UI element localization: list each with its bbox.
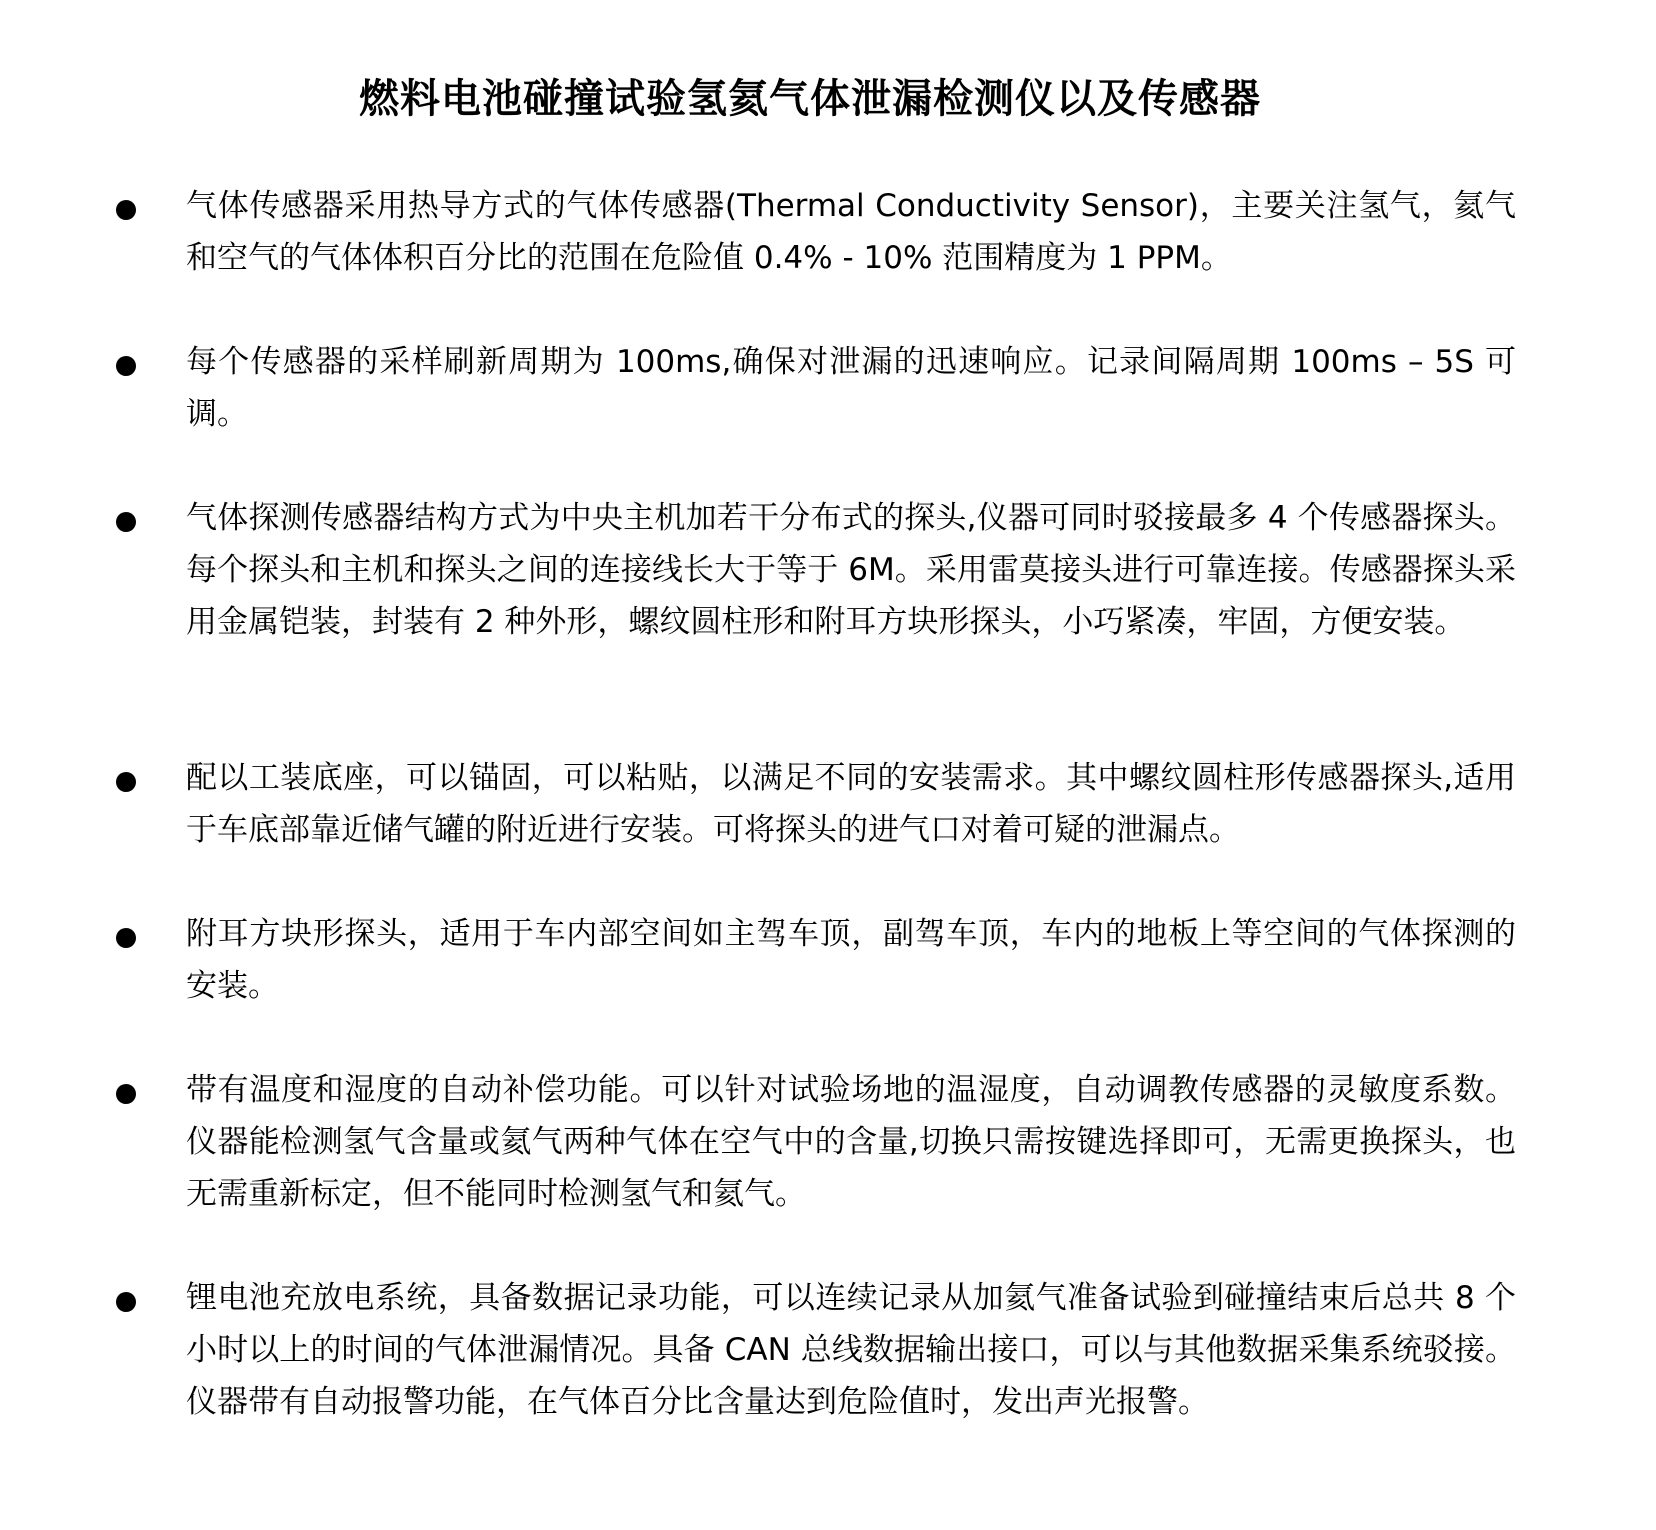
bullet-dot-icon [116, 200, 136, 220]
list-item-text: 配以工装底座，可以锚固，可以粘贴，以满足不同的安装需求。其中螺纹圆柱形传感器探头,适用于车底部靠近储气罐的附近进行安装。可将探头的进气口对着可疑的泄漏点。 [186, 760, 1516, 848]
list-item-text: 带有温度和湿度的自动补偿功能。可以针对试验场地的温湿度，自动调教传感器的灵敏度系数。仪器能检测氢气含量或氦气两种气体在空气中的含量,切换只需按键选择即可，无需更换探头，也无需重新标定，但不能同时检测氢气和氦气。 [186, 1072, 1516, 1212]
bullet-dot-icon [116, 356, 136, 376]
bullet-dot-icon [116, 928, 136, 948]
bullet-dot-icon [116, 1292, 136, 1312]
bullet-dot-icon [116, 1084, 136, 1104]
list-item-text: 每个传感器的采样刷新周期为 100ms,确保对泄漏的迅速响应。记录间隔周期 100ms – 5S 可调。 [186, 344, 1516, 432]
list-item-text: 锂电池充放电系统，具备数据记录功能，可以连续记录从加氦气准备试验到碰撞结束后总共 8 个小时以上的时间的气体泄漏情况。具备 CAN 总线数据输出接口，可以与其他数据采集系统驳接。仪器带有自动报警功能，在气体百分比含量达到危险值时，发出声光报警。 [186, 1280, 1516, 1420]
bullet-dot-icon [116, 772, 136, 792]
list-item-text: 气体传感器采用热导方式的气体传感器(Thermal Conductivity Sensor)，主要关注氢气，氦气和空气的气体体积百分比的范围在危险值 0.4% - 10% 范围精度为 1 PPM。 [186, 188, 1516, 276]
document-title: 燃料电池碰撞试验氢氦气体泄漏检测仪以及传感器 [359, 75, 1261, 122]
list-item-text: 附耳方块形探头，适用于车内部空间如主驾车顶，副驾车顶，车内的地板上等空间的气体探测的安装。 [186, 916, 1516, 1004]
list-item-text: 气体探测传感器结构方式为中央主机加若干分布式的探头,仪器可同时驳接最多 4 个传感器探头。每个探头和主机和探头之间的连接线长大于等于 6M。采用雷莫接头进行可靠连接。传感器探头采用金属铠装，封装有 2 种外形，螺纹圆柱形和附耳方块形探头，小巧紧凑，牢固，方便安装。 [186, 500, 1516, 640]
bullet-dot-icon [116, 512, 136, 532]
